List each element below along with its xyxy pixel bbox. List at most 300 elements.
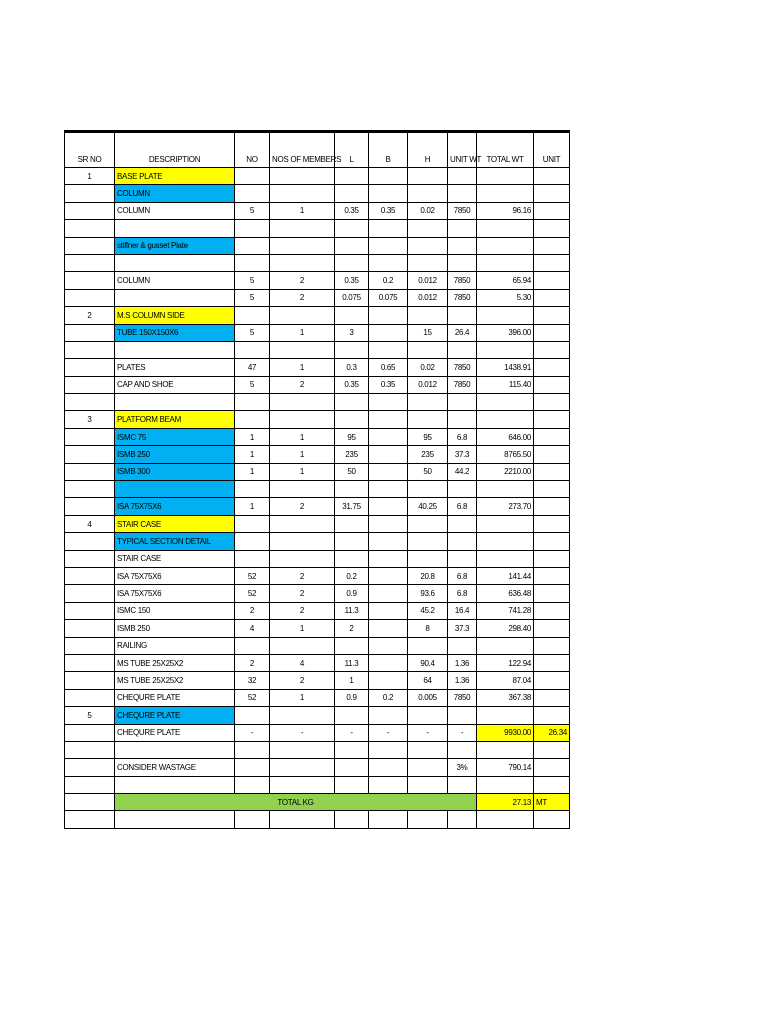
cell-unit-wt[interactable]: 26.4 (448, 324, 477, 341)
cell-b[interactable] (369, 672, 408, 689)
cell-description[interactable]: M.S COLUMN SIDE (115, 307, 235, 324)
cell-h[interactable]: 0.012 (408, 289, 448, 306)
cell-nos-of-members[interactable]: 1 (270, 446, 335, 463)
cell-total-wt[interactable]: 9930.00 (477, 724, 534, 741)
cell-h[interactable]: - (408, 724, 448, 741)
cell-l[interactable]: 0.9 (335, 585, 369, 602)
cell-unit-wt[interactable] (448, 168, 477, 185)
cell-description[interactable]: RAILING (115, 637, 235, 654)
cell-unit[interactable] (534, 776, 570, 793)
cell-nos-of-members[interactable]: 1 (270, 324, 335, 341)
cell-l[interactable] (335, 168, 369, 185)
cell-l[interactable]: 1 (335, 672, 369, 689)
cell-total-wt[interactable]: 636.48 (477, 585, 534, 602)
cell-no[interactable] (235, 707, 270, 724)
cell-unit[interactable] (534, 533, 570, 550)
cell-unit[interactable] (534, 602, 570, 619)
cell-nos-of-members[interactable]: 2 (270, 376, 335, 393)
cell-l[interactable] (335, 550, 369, 567)
cell-total-wt[interactable] (477, 707, 534, 724)
cell-b[interactable] (369, 428, 408, 445)
cell-total-wt[interactable]: 790.14 (477, 759, 534, 776)
cell-b[interactable] (369, 237, 408, 254)
cell-description[interactable]: ISA 75X75X6 (115, 498, 235, 515)
cell-unit-wt[interactable] (448, 811, 477, 828)
cell-unit[interactable] (534, 428, 570, 445)
cell-sr-no[interactable] (65, 585, 115, 602)
cell-unit-wt[interactable]: 37.3 (448, 620, 477, 637)
cell-unit-wt[interactable]: 44.2 (448, 463, 477, 480)
cell-description[interactable] (115, 289, 235, 306)
cell-nos-of-members[interactable] (270, 185, 335, 202)
cell-sr-no[interactable] (65, 272, 115, 289)
header-l[interactable]: L (335, 132, 369, 168)
cell-l[interactable]: 0.2 (335, 567, 369, 584)
cell-l[interactable] (335, 811, 369, 828)
cell-no[interactable] (235, 811, 270, 828)
cell-nos-of-members[interactable] (270, 307, 335, 324)
cell-total-wt[interactable] (477, 533, 534, 550)
cell-description[interactable]: COLUMN (115, 272, 235, 289)
cell-b[interactable]: 0.35 (369, 202, 408, 219)
cell-total-wt[interactable]: 141.44 (477, 567, 534, 584)
cell-description[interactable]: stiffner & gusset Plate (115, 237, 235, 254)
cell-h[interactable]: 50 (408, 463, 448, 480)
cell-description[interactable]: ISA 75X75X6 (115, 567, 235, 584)
cell-sr-no[interactable]: 2 (65, 307, 115, 324)
cell-no[interactable]: 47 (235, 359, 270, 376)
cell-total-wt[interactable] (477, 168, 534, 185)
cell-sr-no[interactable] (65, 446, 115, 463)
cell-sr-no[interactable] (65, 689, 115, 706)
cell-nos-of-members[interactable] (270, 759, 335, 776)
cell-l[interactable]: 95 (335, 428, 369, 445)
cell-l[interactable]: 0.075 (335, 289, 369, 306)
cell-unit-wt[interactable] (448, 341, 477, 358)
cell-unit[interactable] (534, 411, 570, 428)
cell-nos-of-members[interactable] (270, 220, 335, 237)
cell-total-wt[interactable] (477, 220, 534, 237)
cell-nos-of-members[interactable]: - (270, 724, 335, 741)
cell-total-wt[interactable] (477, 741, 534, 758)
cell-description[interactable]: ISMB 250 (115, 620, 235, 637)
cell-total-wt[interactable]: 298.40 (477, 620, 534, 637)
cell-nos-of-members[interactable]: 1 (270, 202, 335, 219)
cell-unit[interactable] (534, 220, 570, 237)
cell-description[interactable]: CONSIDER WASTAGE (115, 759, 235, 776)
cell-no[interactable]: 1 (235, 446, 270, 463)
cell-h[interactable] (408, 741, 448, 758)
cell-unit-wt[interactable] (448, 533, 477, 550)
cell-unit[interactable] (534, 463, 570, 480)
cell-description[interactable]: PLATFORM BEAM (115, 411, 235, 428)
cell-description[interactable]: STAIR CASE (115, 515, 235, 532)
cell-nos-of-members[interactable] (270, 394, 335, 411)
cell-unit[interactable] (534, 498, 570, 515)
cell-description[interactable]: TYPICAL SECTION DETAIL (115, 533, 235, 550)
cell-h[interactable] (408, 394, 448, 411)
cell-unit[interactable] (534, 637, 570, 654)
cell-unit-wt[interactable] (448, 411, 477, 428)
cell-unit-wt[interactable]: 7850 (448, 272, 477, 289)
cell-h[interactable]: 45.2 (408, 602, 448, 619)
cell-sr-no[interactable] (65, 567, 115, 584)
cell-nos-of-members[interactable]: 2 (270, 672, 335, 689)
cell-unit[interactable] (534, 550, 570, 567)
cell-description[interactable] (115, 776, 235, 793)
cell-h[interactable]: 40.25 (408, 498, 448, 515)
cell-l[interactable]: 2 (335, 620, 369, 637)
cell-no[interactable] (235, 394, 270, 411)
cell-no[interactable]: 1 (235, 463, 270, 480)
cell-b[interactable] (369, 567, 408, 584)
cell-l[interactable] (335, 759, 369, 776)
cell-nos-of-members[interactable]: 1 (270, 463, 335, 480)
cell-h[interactable] (408, 341, 448, 358)
cell-unit-wt[interactable] (448, 220, 477, 237)
cell-no[interactable] (235, 515, 270, 532)
cell-unit-wt[interactable]: - (448, 724, 477, 741)
cell-l[interactable] (335, 515, 369, 532)
cell-unit[interactable] (534, 689, 570, 706)
cell-b[interactable] (369, 637, 408, 654)
cell-h[interactable] (408, 811, 448, 828)
cell-unit-wt[interactable]: 1.36 (448, 672, 477, 689)
cell-unit[interactable] (534, 254, 570, 271)
cell-total-wt[interactable] (477, 341, 534, 358)
cell-sr-no[interactable]: 3 (65, 411, 115, 428)
cell-h[interactable]: 93.6 (408, 585, 448, 602)
cell-no[interactable] (235, 741, 270, 758)
cell-h[interactable]: 95 (408, 428, 448, 445)
cell-no[interactable] (235, 411, 270, 428)
cell-unit-wt[interactable]: 7850 (448, 689, 477, 706)
cell-nos-of-members[interactable]: 4 (270, 654, 335, 671)
cell-unit-wt[interactable] (448, 550, 477, 567)
cell-total-wt[interactable] (477, 307, 534, 324)
cell-unit-wt[interactable]: 6.8 (448, 585, 477, 602)
cell-unit[interactable] (534, 654, 570, 671)
cell-total-wt[interactable]: 115.40 (477, 376, 534, 393)
cell-unit-wt[interactable]: 6.8 (448, 428, 477, 445)
cell-sr-no[interactable] (65, 376, 115, 393)
cell-b[interactable] (369, 533, 408, 550)
header-unit[interactable]: UNIT (534, 132, 570, 168)
cell-sr-no[interactable] (65, 428, 115, 445)
cell-unit-wt[interactable] (448, 237, 477, 254)
cell-description[interactable]: TUBE 150X150X6 (115, 324, 235, 341)
cell-unit-wt[interactable] (448, 185, 477, 202)
cell-l[interactable] (335, 220, 369, 237)
cell-sr-no[interactable] (65, 185, 115, 202)
cell-total-wt[interactable]: 5.30 (477, 289, 534, 306)
cell-description[interactable]: CHEQURE PLATE (115, 689, 235, 706)
cell-nos-of-members[interactable]: 1 (270, 620, 335, 637)
cell-b[interactable] (369, 550, 408, 567)
cell-unit-wt[interactable]: 37.3 (448, 446, 477, 463)
cell-description[interactable]: COLUMN (115, 202, 235, 219)
cell-unit-wt[interactable] (448, 741, 477, 758)
cell-total-wt[interactable]: 96.16 (477, 202, 534, 219)
cell-l[interactable]: - (335, 724, 369, 741)
cell-unit[interactable] (534, 307, 570, 324)
cell-no[interactable]: 52 (235, 567, 270, 584)
cell-no[interactable] (235, 307, 270, 324)
cell-b[interactable] (369, 463, 408, 480)
cell-h[interactable]: 0.02 (408, 359, 448, 376)
cell-nos-of-members[interactable] (270, 237, 335, 254)
cell-b[interactable] (369, 446, 408, 463)
cell-total-wt[interactable]: 87.04 (477, 672, 534, 689)
cell-no[interactable] (235, 481, 270, 498)
cell-nos-of-members[interactable] (270, 776, 335, 793)
cell-unit[interactable] (534, 237, 570, 254)
cell-no[interactable]: 5 (235, 376, 270, 393)
total-label[interactable]: TOTAL KG (115, 794, 477, 811)
cell-h[interactable] (408, 307, 448, 324)
cell-sr-no[interactable] (65, 672, 115, 689)
cell-b[interactable] (369, 498, 408, 515)
cell-sr-no[interactable] (65, 620, 115, 637)
cell-description[interactable]: ISMB 250 (115, 446, 235, 463)
cell-b[interactable] (369, 707, 408, 724)
cell-unit[interactable] (534, 759, 570, 776)
cell-unit[interactable] (534, 272, 570, 289)
cell-sr-no[interactable] (65, 463, 115, 480)
cell-sr-no[interactable] (65, 794, 115, 811)
cell-unit-wt[interactable]: 6.8 (448, 498, 477, 515)
cell-no[interactable]: 52 (235, 585, 270, 602)
cell-nos-of-members[interactable]: 1 (270, 428, 335, 445)
cell-l[interactable]: 3 (335, 324, 369, 341)
cell-unit[interactable] (534, 481, 570, 498)
cell-h[interactable] (408, 185, 448, 202)
cell-description[interactable]: CHEQURE PLATE (115, 707, 235, 724)
cell-b[interactable] (369, 411, 408, 428)
cell-description[interactable] (115, 254, 235, 271)
header-unit-wt[interactable]: UNIT WT (448, 132, 477, 168)
cell-nos-of-members[interactable] (270, 741, 335, 758)
cell-unit-wt[interactable]: 3% (448, 759, 477, 776)
cell-sr-no[interactable] (65, 811, 115, 828)
cell-l[interactable]: 0.35 (335, 376, 369, 393)
cell-sr-no[interactable]: 4 (65, 515, 115, 532)
cell-b[interactable] (369, 515, 408, 532)
cell-nos-of-members[interactable]: 2 (270, 289, 335, 306)
cell-h[interactable] (408, 220, 448, 237)
cell-unit[interactable] (534, 707, 570, 724)
cell-unit-wt[interactable] (448, 307, 477, 324)
cell-sr-no[interactable]: 5 (65, 707, 115, 724)
cell-l[interactable] (335, 411, 369, 428)
cell-l[interactable]: 50 (335, 463, 369, 480)
cell-description[interactable]: BASE PLATE (115, 168, 235, 185)
cell-l[interactable]: 0.35 (335, 272, 369, 289)
cell-h[interactable]: 0.02 (408, 202, 448, 219)
cell-no[interactable]: 1 (235, 428, 270, 445)
cell-sr-no[interactable] (65, 637, 115, 654)
cell-no[interactable] (235, 759, 270, 776)
cell-no[interactable] (235, 637, 270, 654)
cell-description[interactable]: ISMC 150 (115, 602, 235, 619)
cell-total-wt[interactable]: 2210.00 (477, 463, 534, 480)
cell-b[interactable] (369, 585, 408, 602)
cell-unit[interactable] (534, 359, 570, 376)
total-value[interactable]: 27.13 (477, 794, 534, 811)
cell-nos-of-members[interactable] (270, 168, 335, 185)
cell-b[interactable]: 0.65 (369, 359, 408, 376)
cell-total-wt[interactable] (477, 394, 534, 411)
total-unit[interactable]: MT (534, 794, 570, 811)
cell-nos-of-members[interactable]: 2 (270, 602, 335, 619)
cell-sr-no[interactable] (65, 359, 115, 376)
cell-l[interactable] (335, 533, 369, 550)
cell-no[interactable] (235, 168, 270, 185)
cell-unit-wt[interactable] (448, 254, 477, 271)
cell-sr-no[interactable] (65, 498, 115, 515)
cell-h[interactable]: 0.012 (408, 376, 448, 393)
cell-total-wt[interactable]: 646.00 (477, 428, 534, 445)
cell-no[interactable]: 1 (235, 498, 270, 515)
cell-nos-of-members[interactable] (270, 254, 335, 271)
cell-nos-of-members[interactable] (270, 341, 335, 358)
cell-description[interactable] (115, 394, 235, 411)
cell-description[interactable]: STAIR CASE (115, 550, 235, 567)
cell-l[interactable]: 0.35 (335, 202, 369, 219)
cell-unit[interactable] (534, 811, 570, 828)
cell-description[interactable]: ISA 75X75X6 (115, 585, 235, 602)
cell-sr-no[interactable] (65, 254, 115, 271)
cell-l[interactable] (335, 341, 369, 358)
header-nos-of-members[interactable]: NOS OF MEMBERS (270, 132, 335, 168)
cell-nos-of-members[interactable]: 2 (270, 498, 335, 515)
cell-sr-no[interactable] (65, 533, 115, 550)
cell-unit[interactable] (534, 394, 570, 411)
cell-no[interactable]: 5 (235, 272, 270, 289)
cell-sr-no[interactable] (65, 202, 115, 219)
cell-sr-no[interactable] (65, 220, 115, 237)
cell-unit[interactable] (534, 376, 570, 393)
cell-h[interactable]: 20.8 (408, 567, 448, 584)
cell-no[interactable] (235, 533, 270, 550)
cell-unit[interactable] (534, 324, 570, 341)
cell-unit-wt[interactable]: 1.36 (448, 654, 477, 671)
cell-total-wt[interactable] (477, 185, 534, 202)
cell-l[interactable] (335, 185, 369, 202)
cell-sr-no[interactable] (65, 341, 115, 358)
cell-b[interactable]: 0.075 (369, 289, 408, 306)
cell-h[interactable] (408, 168, 448, 185)
cell-unit-wt[interactable] (448, 515, 477, 532)
cell-l[interactable] (335, 776, 369, 793)
cell-l[interactable] (335, 481, 369, 498)
cell-b[interactable] (369, 324, 408, 341)
cell-b[interactable] (369, 602, 408, 619)
cell-b[interactable]: 0.35 (369, 376, 408, 393)
cell-l[interactable] (335, 307, 369, 324)
cell-h[interactable]: 8 (408, 620, 448, 637)
cell-unit[interactable] (534, 741, 570, 758)
cell-no[interactable]: 5 (235, 289, 270, 306)
cell-l[interactable] (335, 254, 369, 271)
cell-h[interactable] (408, 533, 448, 550)
cell-no[interactable]: 2 (235, 654, 270, 671)
cell-total-wt[interactable] (477, 550, 534, 567)
cell-unit-wt[interactable]: 7850 (448, 289, 477, 306)
cell-unit[interactable] (534, 202, 570, 219)
cell-sr-no[interactable] (65, 394, 115, 411)
cell-sr-no[interactable] (65, 481, 115, 498)
header-description[interactable]: DESCRIPTION (115, 132, 235, 168)
cell-nos-of-members[interactable]: 1 (270, 689, 335, 706)
cell-unit[interactable]: 26.34 (534, 724, 570, 741)
cell-b[interactable] (369, 307, 408, 324)
cell-b[interactable] (369, 220, 408, 237)
cell-b[interactable] (369, 394, 408, 411)
cell-h[interactable]: 235 (408, 446, 448, 463)
cell-no[interactable] (235, 185, 270, 202)
cell-total-wt[interactable] (477, 811, 534, 828)
cell-unit[interactable] (534, 289, 570, 306)
header-h[interactable]: H (408, 132, 448, 168)
cell-unit[interactable] (534, 515, 570, 532)
cell-total-wt[interactable]: 367.38 (477, 689, 534, 706)
cell-sr-no[interactable] (65, 550, 115, 567)
cell-unit-wt[interactable] (448, 481, 477, 498)
cell-description[interactable] (115, 481, 235, 498)
cell-unit[interactable] (534, 185, 570, 202)
cell-b[interactable]: - (369, 724, 408, 741)
cell-h[interactable] (408, 515, 448, 532)
cell-sr-no[interactable] (65, 776, 115, 793)
cell-no[interactable] (235, 220, 270, 237)
header-b[interactable]: B (369, 132, 408, 168)
cell-unit[interactable] (534, 446, 570, 463)
cell-description[interactable]: ISMB 300 (115, 463, 235, 480)
cell-h[interactable]: 0.012 (408, 272, 448, 289)
cell-b[interactable] (369, 811, 408, 828)
cell-description[interactable]: ISMC 75 (115, 428, 235, 445)
cell-l[interactable]: 235 (335, 446, 369, 463)
cell-total-wt[interactable]: 8765.50 (477, 446, 534, 463)
cell-b[interactable]: 0.2 (369, 689, 408, 706)
cell-no[interactable] (235, 341, 270, 358)
cell-nos-of-members[interactable] (270, 550, 335, 567)
cell-h[interactable] (408, 481, 448, 498)
cell-description[interactable] (115, 811, 235, 828)
cell-h[interactable] (408, 759, 448, 776)
cell-description[interactable]: CAP AND SHOE (115, 376, 235, 393)
cell-b[interactable] (369, 620, 408, 637)
cell-unit-wt[interactable] (448, 637, 477, 654)
cell-total-wt[interactable]: 1438.91 (477, 359, 534, 376)
cell-h[interactable]: 0.005 (408, 689, 448, 706)
cell-b[interactable] (369, 776, 408, 793)
cell-unit[interactable] (534, 672, 570, 689)
cell-sr-no[interactable] (65, 324, 115, 341)
cell-no[interactable]: 5 (235, 324, 270, 341)
cell-unit[interactable] (534, 567, 570, 584)
cell-h[interactable] (408, 550, 448, 567)
cell-h[interactable]: 64 (408, 672, 448, 689)
cell-no[interactable]: 52 (235, 689, 270, 706)
header-no[interactable]: NO (235, 132, 270, 168)
cell-no[interactable] (235, 237, 270, 254)
cell-nos-of-members[interactable] (270, 481, 335, 498)
cell-l[interactable]: 0.9 (335, 689, 369, 706)
cell-description[interactable]: PLATES (115, 359, 235, 376)
cell-b[interactable] (369, 654, 408, 671)
